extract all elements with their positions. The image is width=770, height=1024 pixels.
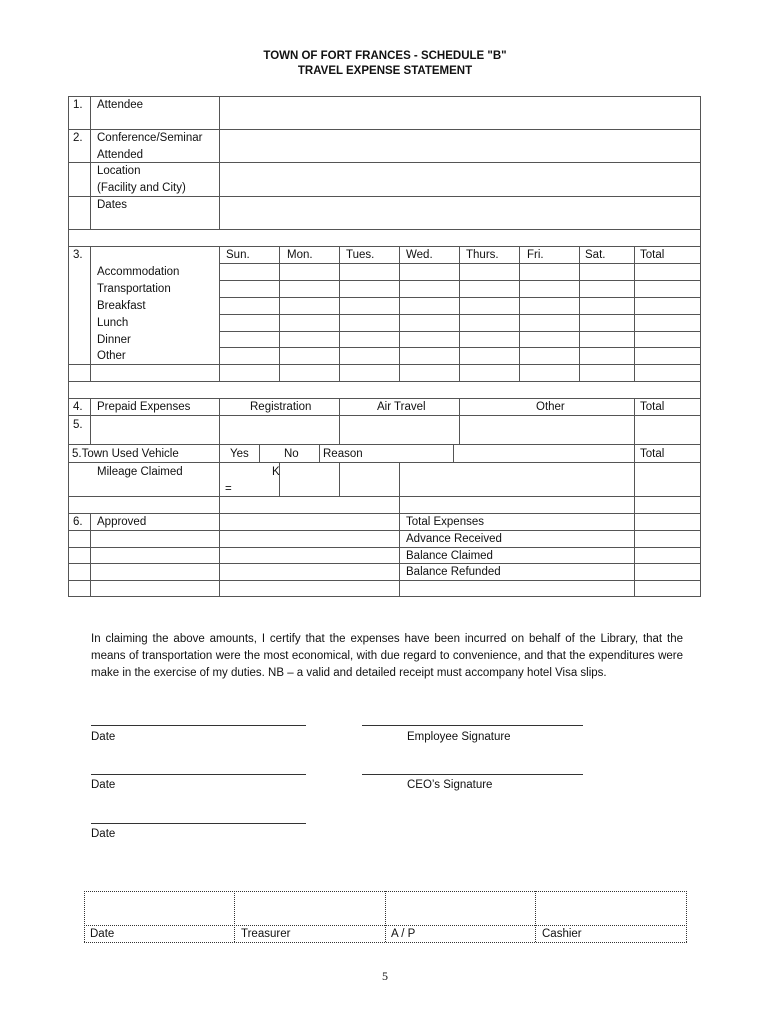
vehicle-yes-option[interactable]: Yes — [230, 448, 249, 460]
ceo-signature-label: CEO’s Signature — [407, 779, 493, 791]
prepaid-air-travel-header: Air Travel — [377, 401, 426, 413]
conference-field[interactable] — [221, 131, 699, 161]
prepaid-registration-header: Registration — [250, 401, 312, 413]
prepaid-other-header: Other — [536, 401, 565, 413]
balance-refunded-label: Balance Refunded — [406, 566, 501, 578]
total-expenses-label: Total Expenses — [406, 516, 484, 528]
certification-statement: In claiming the above amounts, I certify that the expenses have been incurred on behalf of the Library, that the means of transportation were the most economical, with due regard to convenience, and that the expenditures were make in the exercise of my duties. NB – a valid and detailed receipt must accompany hotel Visa slips. — [91, 633, 683, 679]
dates-label: Dates — [97, 199, 128, 211]
office-ap-label: A / P — [391, 928, 416, 940]
approved-label: Approved — [97, 516, 147, 528]
day-header-fri: Fri. — [527, 249, 544, 261]
prepaid-expenses-label: Prepaid Expenses — [97, 401, 191, 413]
row-label-transportation: Transportation — [97, 283, 171, 295]
mileage-equals-sign: = — [225, 483, 232, 495]
document-subtitle: TRAVEL EXPENSE STATEMENT — [297, 65, 473, 77]
conference-label-line2: Attended — [97, 149, 144, 161]
vehicle-total-label: Total — [640, 448, 665, 460]
section-1-number: 1. — [73, 99, 83, 111]
employee-signature-line[interactable] — [362, 725, 583, 726]
vehicle-no-option[interactable]: No — [284, 448, 299, 460]
day-header-sat: Sat. — [585, 249, 606, 261]
day-header-thu: Thurs. — [466, 249, 499, 261]
row-label-dinner: Dinner — [97, 334, 131, 346]
row-label-accommodation: Accommodation — [97, 266, 180, 278]
advance-received-label: Advance Received — [406, 533, 502, 545]
date-label-3: Date — [91, 828, 116, 840]
day-header-total: Total — [640, 249, 665, 261]
vehicle-reason-label: Reason — [323, 448, 363, 460]
balance-claimed-label: Balance Claimed — [406, 550, 493, 562]
day-header-wed: Wed. — [406, 249, 433, 261]
attendee-label: Attendee — [97, 99, 144, 111]
dates-field[interactable] — [221, 198, 699, 228]
section-6-number: 6. — [73, 516, 83, 528]
town-vehicle-label: 5.Town Used Vehicle — [72, 448, 179, 460]
conference-label-line1: Conference/Seminar — [97, 132, 203, 144]
day-header-mon: Mon. — [287, 249, 313, 261]
office-treasurer-label: Treasurer — [241, 928, 291, 940]
date-signature-line-2[interactable] — [91, 774, 306, 775]
prepaid-total-header: Total — [640, 401, 665, 413]
row-label-lunch: Lunch — [97, 317, 129, 329]
row-label-breakfast: Breakfast — [97, 300, 146, 312]
document-title: TOWN OF FORT FRANCES - SCHEDULE "B" — [263, 50, 507, 62]
location-sub-label: (Facility and City) — [97, 182, 186, 194]
section-4-number: 4. — [73, 401, 83, 413]
mileage-claimed-label: Mileage Claimed — [97, 466, 183, 478]
page-number: 5 — [382, 969, 388, 983]
date-label-1: Date — [91, 731, 116, 743]
location-label: Location — [97, 165, 141, 177]
office-cashier-label: Cashier — [542, 928, 582, 940]
date-signature-line-3[interactable] — [91, 823, 306, 824]
row-label-other: Other — [97, 350, 126, 362]
section-2-number: 2. — [73, 132, 83, 144]
location-field[interactable] — [221, 164, 699, 195]
mileage-k-label: K — [272, 466, 280, 478]
employee-signature-label: Employee Signature — [407, 731, 511, 743]
section-5-number-standalone: 5. — [73, 419, 83, 431]
day-header-tue: Tues. — [346, 249, 375, 261]
section-3-number: 3. — [73, 249, 83, 261]
attendee-field[interactable] — [221, 98, 699, 128]
office-date-label: Date — [90, 928, 115, 940]
ceo-signature-line[interactable] — [362, 774, 583, 775]
date-signature-line-1[interactable] — [91, 725, 306, 726]
day-header-sun: Sun. — [226, 249, 250, 261]
date-label-2: Date — [91, 779, 116, 791]
